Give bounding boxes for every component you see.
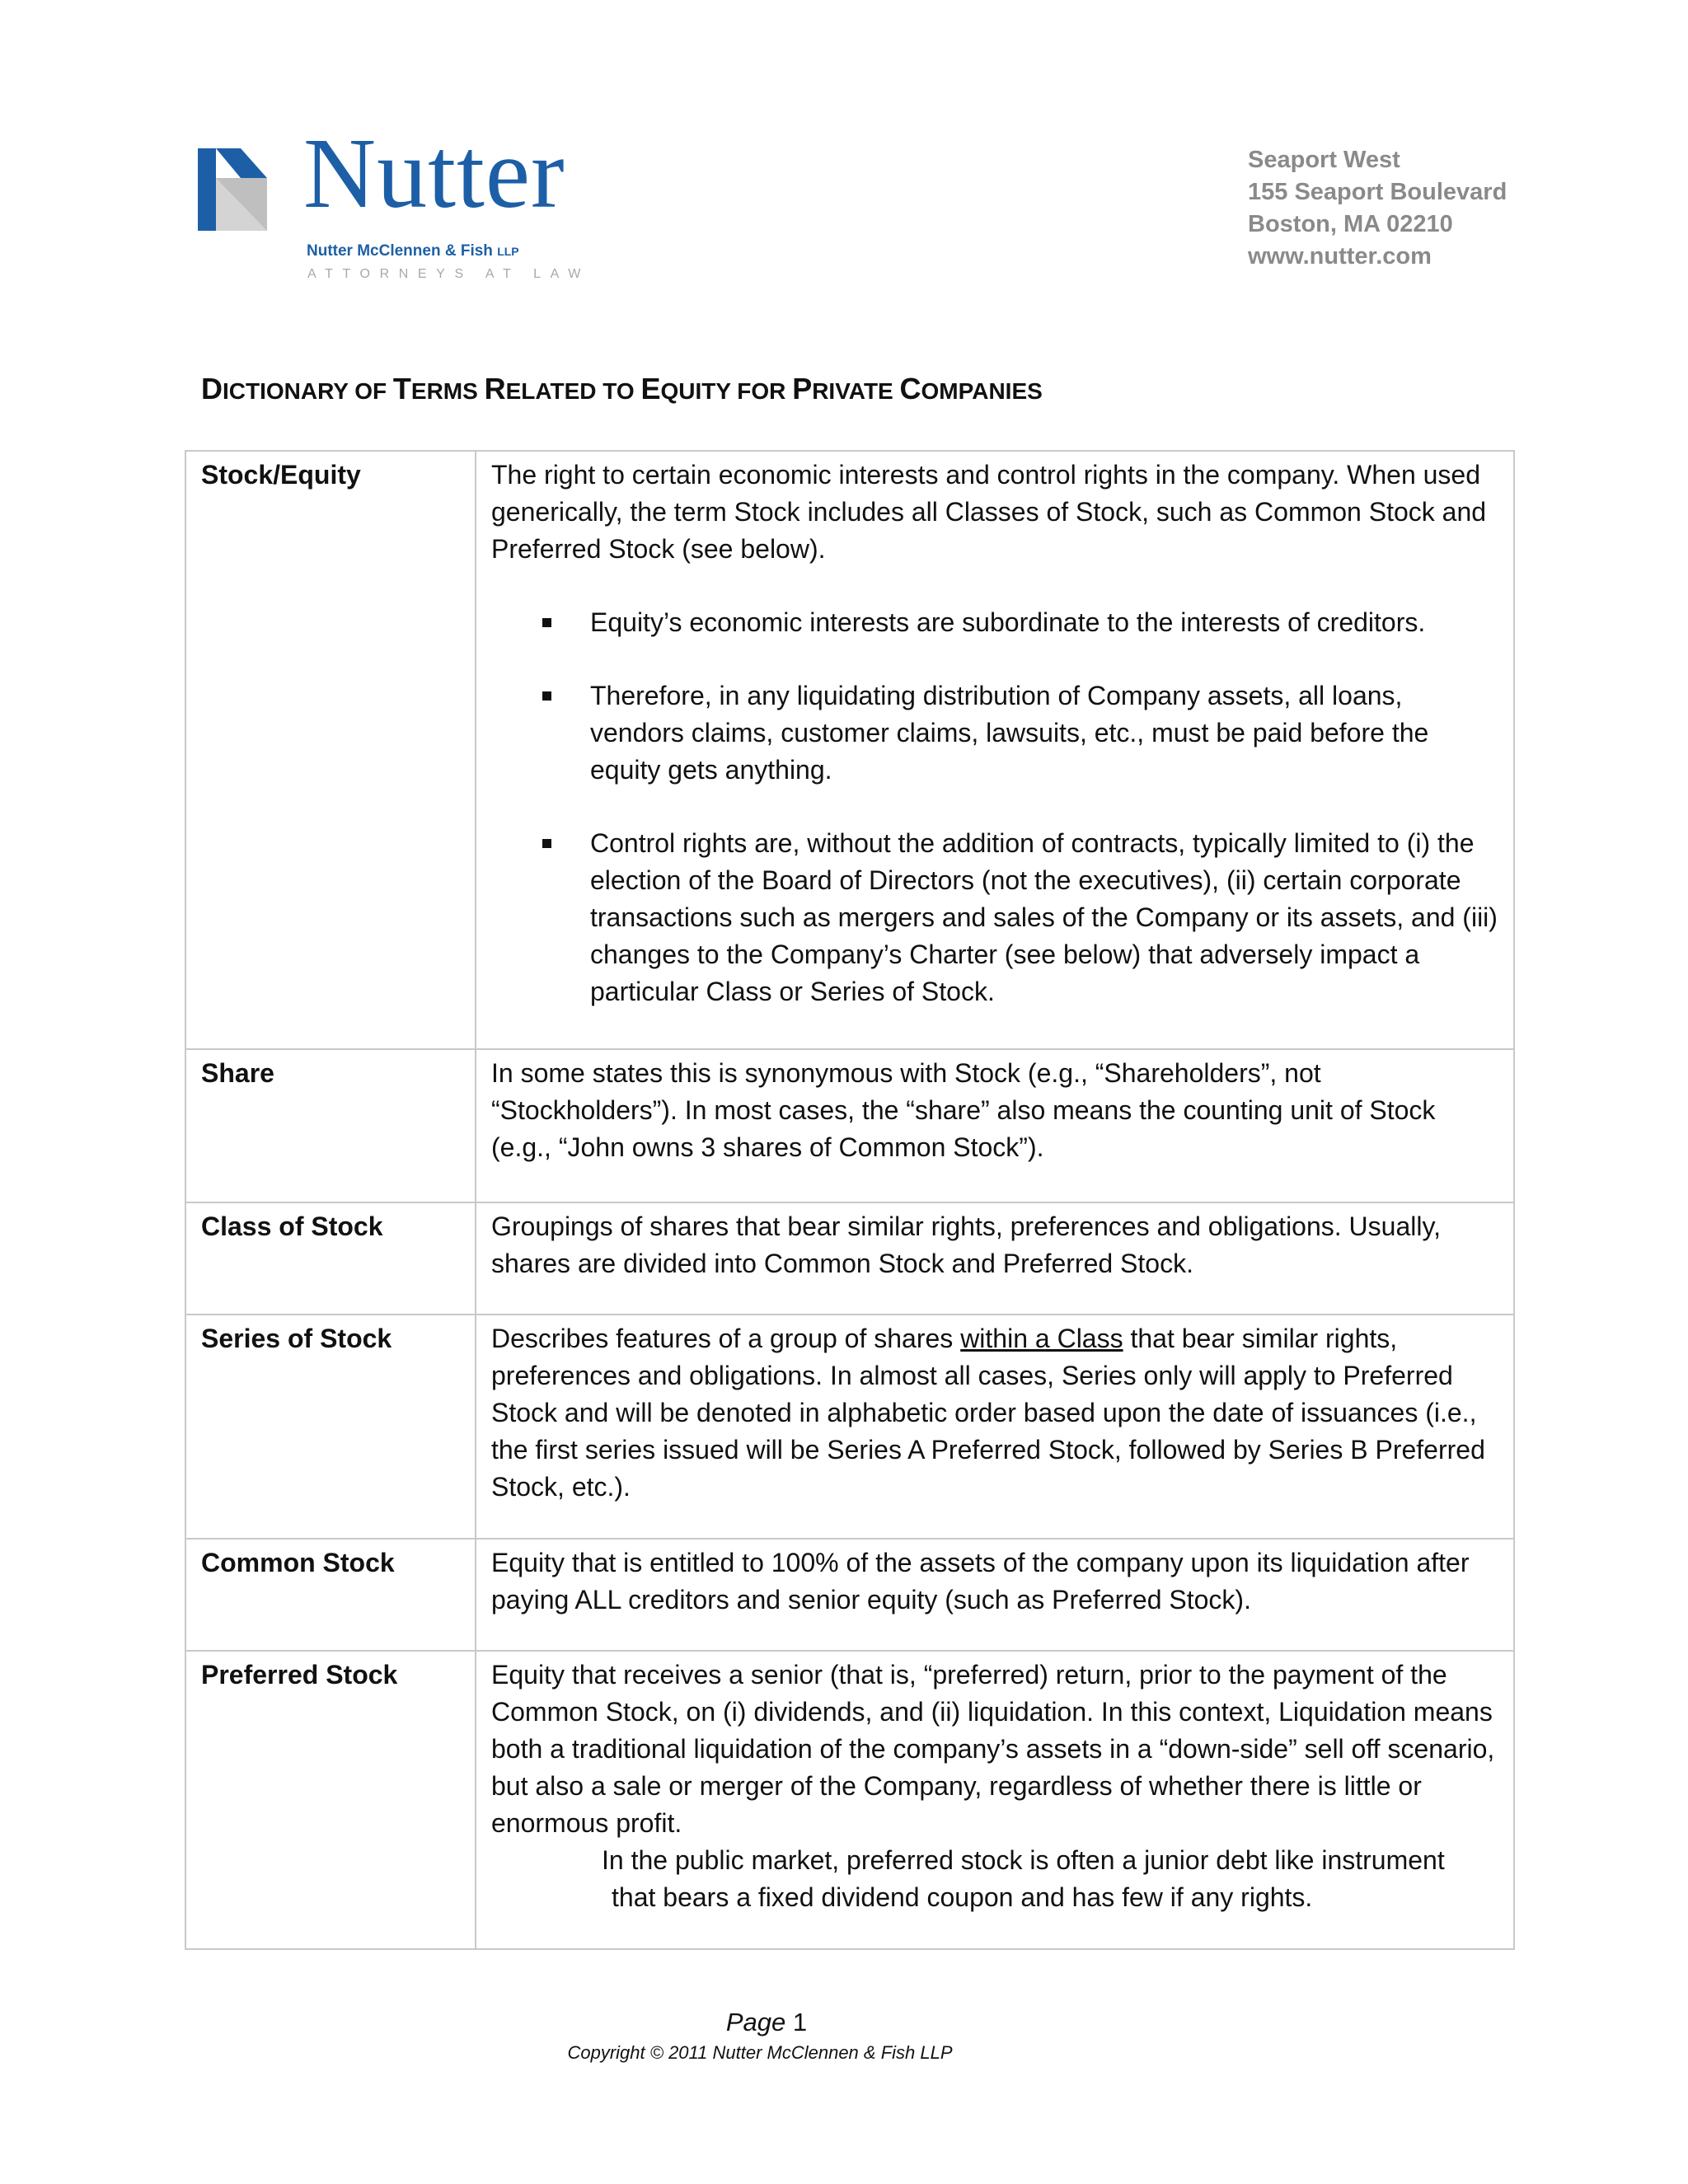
definition-text: The right to certain economic interests and control rights in the company. When used generically, the term Stock includes all Classes of Stock, such as Common Stock and Preferred Stock (see below). xyxy=(491,460,1487,564)
document-title xyxy=(201,366,1043,415)
logo-firm-text: Nutter McClennen & Fish xyxy=(307,242,493,260)
bullet-text: Equity’s economic interests are subordinate to the interests of creditors. xyxy=(590,607,1426,637)
list-item xyxy=(491,825,1498,1010)
logo-n-mark-icon xyxy=(198,148,285,231)
term-cell: Class of Stock xyxy=(185,1202,476,1315)
underlined-phrase: within a Class xyxy=(960,1324,1123,1353)
copyright-notice: Copyright © 2011 Nutter McClennen & Fish LLP xyxy=(567,2042,953,2063)
square-bullet-icon xyxy=(542,618,551,627)
website-link[interactable]: www.nutter.com xyxy=(1248,243,1432,269)
page-number xyxy=(0,2008,1533,2037)
logo-tagline: ATTORNEYS AT LAW xyxy=(307,267,590,281)
definition-cell: In some states this is synonymous with Stock (e.g., “Shareholders”, not “Stockholders”). In most cases, the “share” also means the counting unit of Stock (e.g., “John owns 3 shares of Common Stock”). xyxy=(476,1049,1514,1202)
title-part: RIVATE xyxy=(812,378,900,404)
title-cap: C xyxy=(899,372,921,405)
address-line: Seaport West xyxy=(1248,147,1400,173)
public-market-note xyxy=(491,1842,1498,1916)
title-part: ELATED TO xyxy=(505,378,641,404)
definition-cell xyxy=(476,451,1514,1049)
definition-text: Equity that receives a senior (that is, “preferred) return, prior to the payment of the Common Stock, on (i) dividends, and (ii) liquidation. In this context, Liquidation means both a traditional liquidation of the company’s assets in a “down-side” sell off scenario, but also a sale or merger of the Company, regardless of whether there is little or enormous profit. xyxy=(491,1660,1495,1838)
square-bullet-icon xyxy=(542,839,551,848)
logo-wordmark: Nutter xyxy=(303,118,565,229)
table-row xyxy=(185,1539,1514,1651)
term-cell: Share xyxy=(185,1049,476,1202)
definition-text: Describes features of a group of shares xyxy=(491,1324,961,1353)
title-cap: P xyxy=(792,372,813,405)
bullet-text: Control rights are, without the addition of contracts, typically limited to (i) the election of the Board of Directors (not the executives), (ii) certain corporate transactions such as mergers and sales of the Company or its assets, and (iii) changes to the Company’s Charter (see below) that adversely impact a particular Class or Series of Stock. xyxy=(590,828,1498,1006)
list-item xyxy=(491,677,1498,789)
table-row xyxy=(185,1202,1514,1315)
title-cap: D xyxy=(201,372,223,405)
definition-cell xyxy=(476,1315,1514,1539)
page-number-value: 1 xyxy=(792,2008,808,2036)
term-cell: Common Stock xyxy=(185,1539,476,1651)
term-cell: Preferred Stock xyxy=(185,1651,476,1949)
page-label: Page xyxy=(725,2008,786,2036)
definition-text: that bear similar rights, preferences and obligations. In almost all cases, Series only will apply to Preferred Stock and will be denoted in alphabetic order based upon the date of issuances (i.e., the first series issued will be Series A Preferred Stock, followed by Series B Preferred Stock, etc.). xyxy=(491,1324,1485,1502)
note-line: In the public market, preferred stock is often a junior debt like instrument xyxy=(602,1845,1445,1875)
logo-firm-name xyxy=(307,242,519,260)
table-row xyxy=(185,1315,1514,1539)
square-bullet-icon xyxy=(542,691,551,701)
title-part: ICTIONARY OF xyxy=(223,378,393,404)
office-address xyxy=(1248,144,1507,273)
definition-cell xyxy=(476,1651,1514,1949)
address-line: 155 Seaport Boulevard xyxy=(1248,179,1507,205)
definition-cell: Equity that is entitled to 100% of the assets of the company upon its liquidation after paying ALL creditors and senior equity (such as Preferred Stock). xyxy=(476,1539,1514,1651)
title-cap: T xyxy=(392,372,411,405)
title-cap: R xyxy=(484,372,506,405)
table-row xyxy=(185,1651,1514,1949)
title-part: OMPANIES xyxy=(921,378,1043,404)
table-row xyxy=(185,451,1514,1049)
bullet-list xyxy=(491,604,1498,1010)
term-cell: Stock/Equity xyxy=(185,451,476,1049)
term-cell: Series of Stock xyxy=(185,1315,476,1539)
title-part: QUITY FOR xyxy=(660,378,793,404)
firm-logo xyxy=(198,118,626,290)
note-line: that bears a fixed dividend coupon and has few if any rights. xyxy=(612,1882,1313,1912)
logo-firm-suffix: LLP xyxy=(497,245,519,258)
bullet-text: Therefore, in any liquidating distribution of Company assets, all loans, vendors claims, customer claims, lawsuits, etc., must be paid before the equity gets anything. xyxy=(590,681,1429,785)
table-row xyxy=(185,1049,1514,1202)
definition-cell: Groupings of shares that bear similar rights, preferences and obligations. Usually, shares are divided into Common Stock and Preferred Stock. xyxy=(476,1202,1514,1315)
title-part: ERMS xyxy=(410,378,485,404)
address-line: Boston, MA 02210 xyxy=(1248,211,1453,237)
title-cap: E xyxy=(640,372,661,405)
list-item xyxy=(491,604,1498,641)
terms-table xyxy=(185,450,1515,1950)
